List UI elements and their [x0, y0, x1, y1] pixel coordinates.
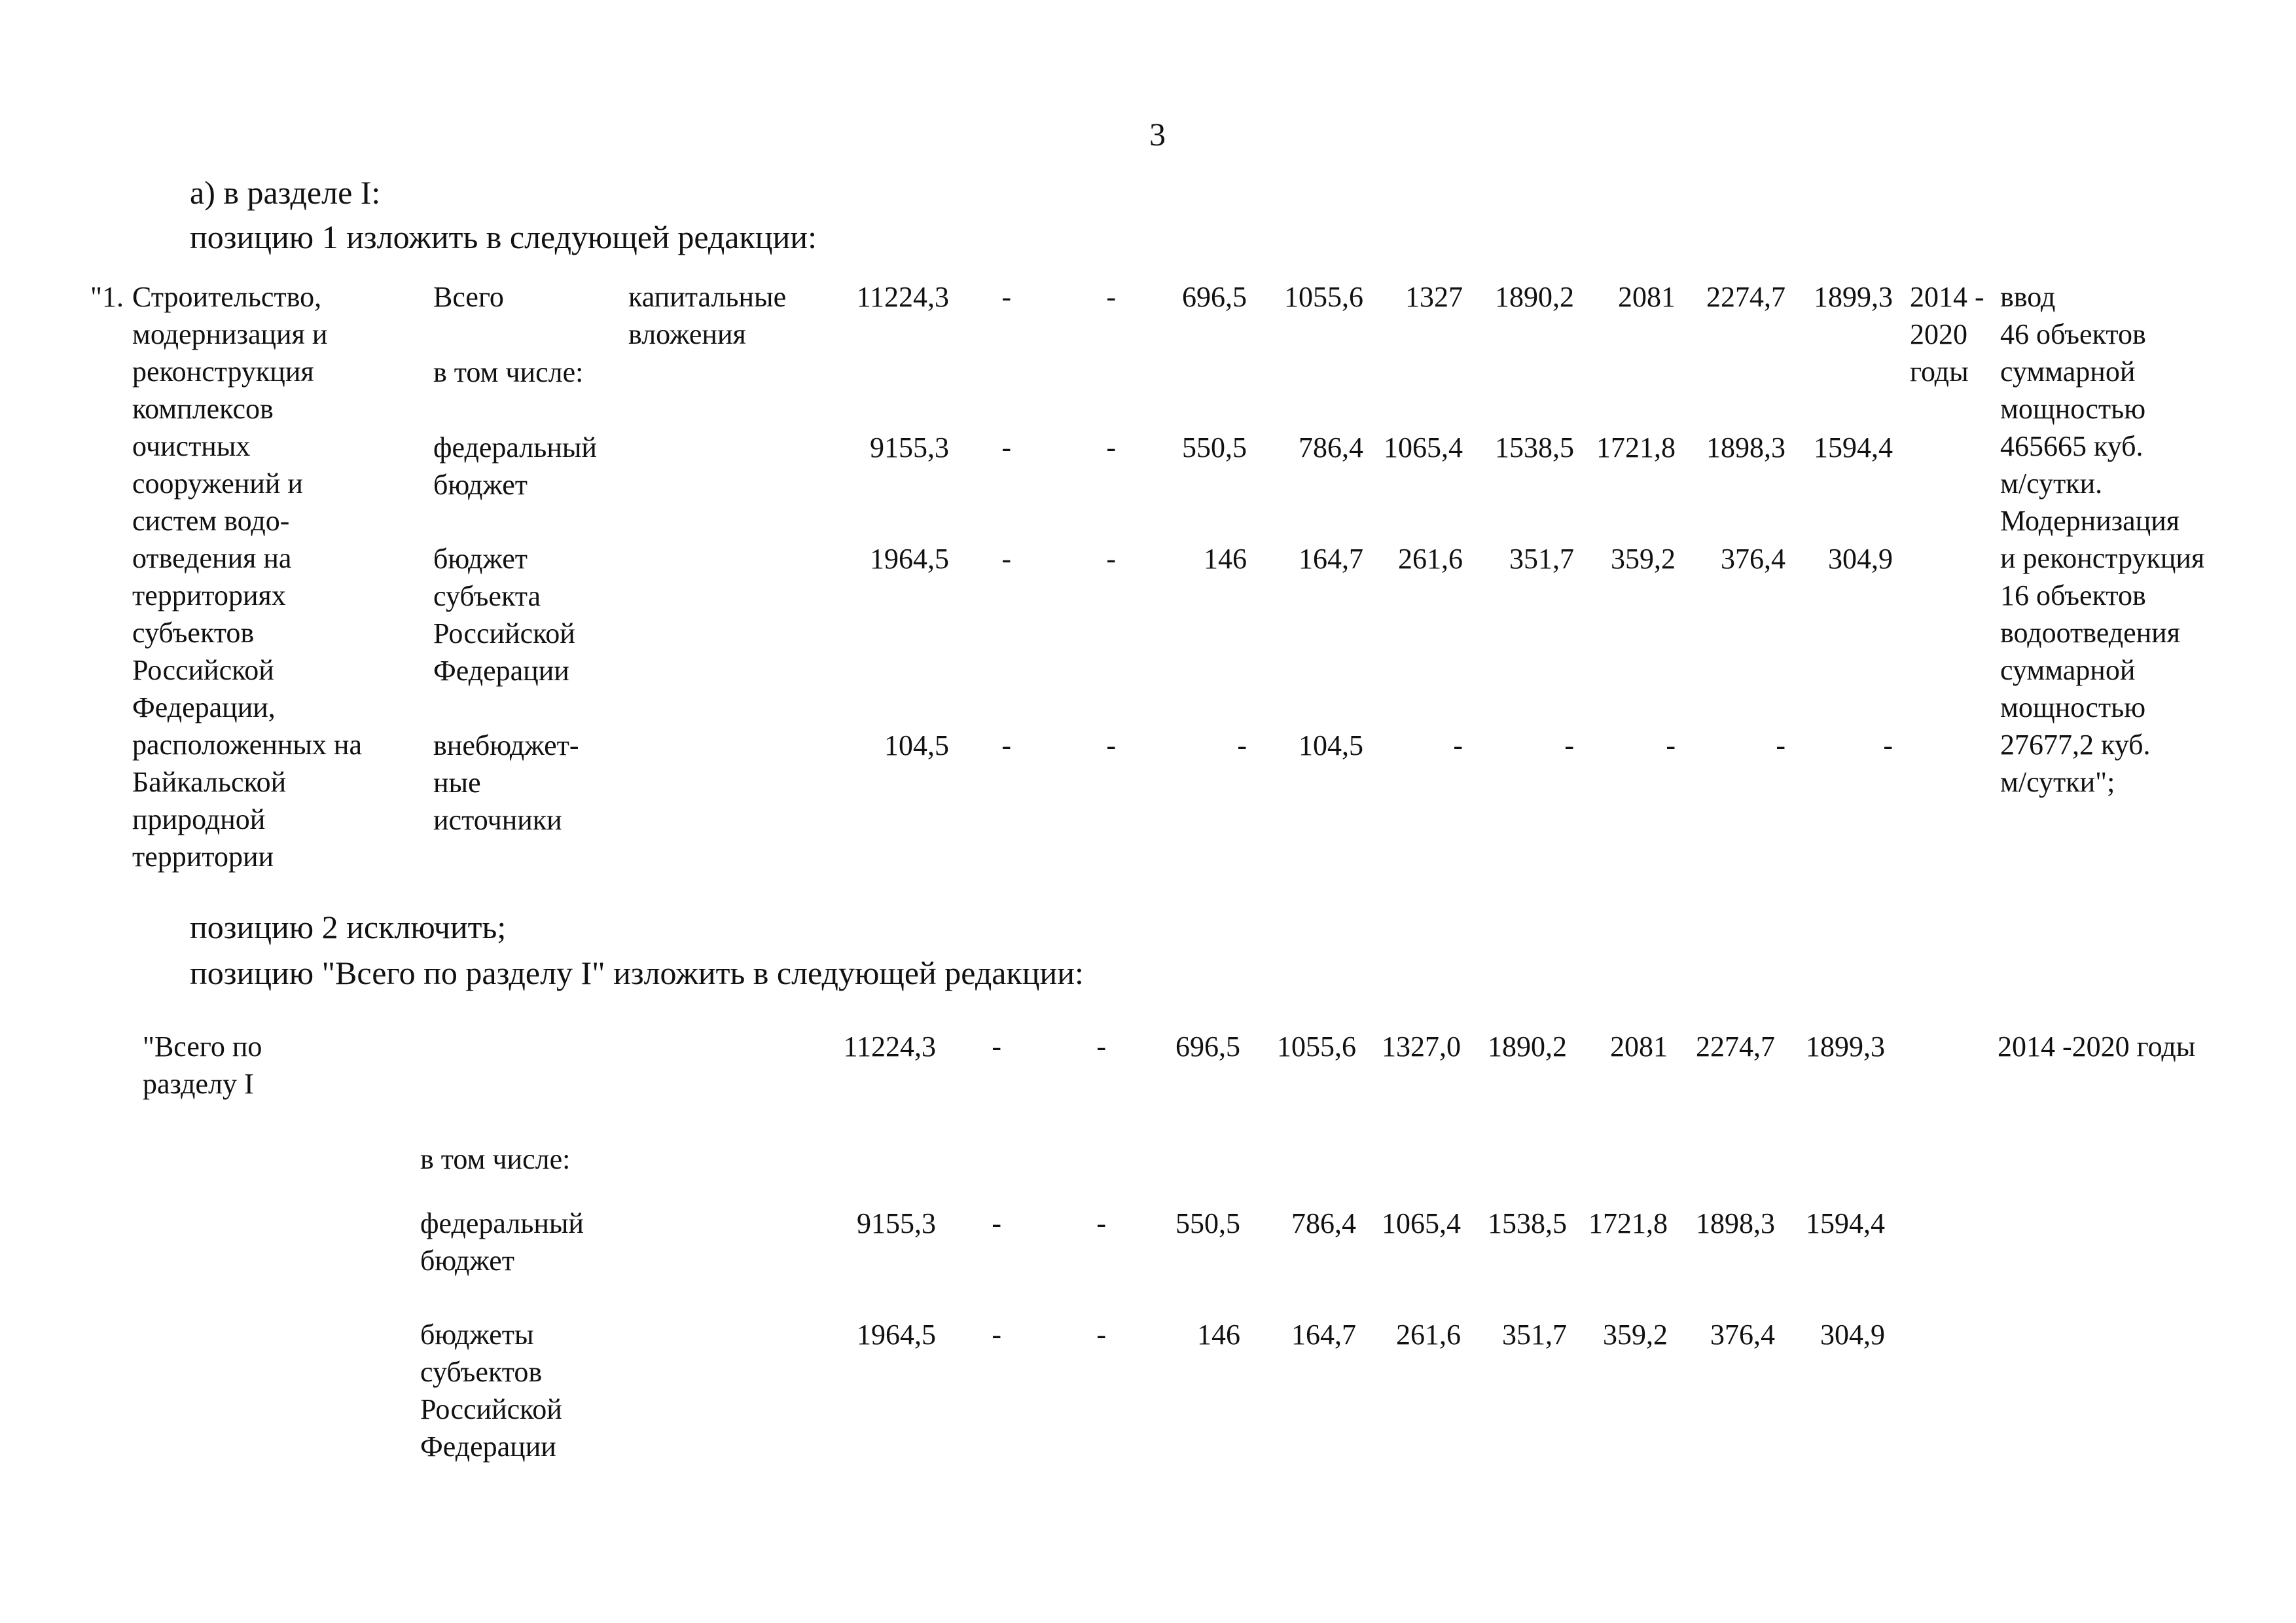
total-section-row-value: - — [992, 1319, 1001, 1351]
total-section-row-value: - — [1096, 1207, 1106, 1239]
position1-name-line: Федерации, — [132, 691, 276, 723]
position1-row-label: федеральный — [433, 431, 597, 464]
position1-name-line: реконструкция — [132, 356, 314, 388]
position1-name-line: очистных — [132, 430, 251, 462]
position1-name-line: Байкальской — [132, 766, 287, 798]
position1-row-value: 304,9 — [1828, 543, 1893, 575]
position1-row-value: - — [1001, 281, 1011, 313]
position1-row-value: 146 — [1204, 543, 1247, 575]
total-section-row-value: 1721,8 — [1588, 1207, 1668, 1239]
position1-name-line: комплексов — [132, 393, 274, 425]
position1-row-value: 104,5 — [884, 729, 949, 761]
position1-row-value: 1327 — [1405, 281, 1463, 313]
total-section-row-value: 9155,3 — [857, 1207, 936, 1239]
position1-result-line: м/сутки"; — [2000, 766, 2115, 798]
position1-name-line: Строительство, — [132, 281, 322, 313]
total-section-row-value: - — [1096, 1319, 1106, 1351]
total-section-row-value: 1594,4 — [1806, 1207, 1885, 1239]
total-section-row-value: 1964,5 — [857, 1319, 936, 1351]
position1-marker: "1. — [90, 281, 124, 313]
position1-row-value: 1964,5 — [870, 543, 949, 575]
position1-name-line: систем водо- — [132, 505, 290, 537]
total-section-row-value: 351,7 — [1502, 1319, 1567, 1351]
position1-row-label: Всего — [433, 281, 504, 313]
position1-incl-label: в том числе: — [433, 356, 584, 388]
middle-line-2: позицию "Всего по разделу I" изложить в следующей редакции: — [190, 955, 1084, 991]
total-section-row-value: 2274,7 — [1696, 1030, 1775, 1063]
position1-row-value: 1890,2 — [1495, 281, 1574, 313]
position1-row-value: 550,5 — [1182, 431, 1247, 464]
position1-row-value: - — [1106, 431, 1116, 464]
total-section-name-line: "Всего по — [143, 1030, 262, 1063]
position1-name-line: Российской — [132, 654, 274, 686]
position1-row-value: 1055,6 — [1284, 281, 1363, 313]
total-section-row-label: Федерации — [420, 1431, 556, 1463]
position1-row-value: - — [1106, 543, 1116, 575]
middle-line-1: позицию 2 исключить; — [190, 909, 507, 945]
position1-row-value: 11224,3 — [856, 281, 949, 313]
position1-result-line: 27677,2 куб. — [2000, 729, 2151, 761]
position1-kind-line: вложения — [628, 318, 746, 350]
total-section-row-value: - — [992, 1207, 1001, 1239]
position1-row-value: - — [1564, 729, 1574, 761]
intro-line-1: а) в разделе I: — [190, 174, 381, 211]
position1-row-value: - — [1776, 729, 1785, 761]
position1-name-line: отведения на — [132, 542, 292, 574]
position1-result-line: суммарной — [2000, 356, 2136, 388]
position1-row-value: 2081 — [1618, 281, 1676, 313]
total-section-row-value: 359,2 — [1603, 1319, 1668, 1351]
position1-name-line: территории — [132, 841, 274, 873]
total-section-row-value: 1538,5 — [1488, 1207, 1567, 1239]
total-section-row-value: - — [1096, 1030, 1106, 1063]
position1-kind-line: капитальные — [628, 281, 787, 313]
position1-result-line: и реконструкция — [2000, 542, 2205, 574]
position1-period-line: 2020 — [1910, 318, 1967, 350]
total-section-row-value: 1898,3 — [1696, 1207, 1775, 1239]
position1-row-value: 104,5 — [1299, 729, 1363, 761]
position1-row-value: 164,7 — [1299, 543, 1363, 575]
position1-row-value: - — [1106, 729, 1116, 761]
page-number: 3 — [1149, 116, 1166, 153]
total-section-row-label: федеральный — [420, 1207, 584, 1239]
position1-row-value: - — [1001, 543, 1011, 575]
position1-period-line: 2014 - — [1910, 281, 1984, 313]
position1-result-line: мощностью — [2000, 691, 2146, 723]
position1-name-line: сооружений и — [132, 467, 303, 500]
position1-result-line: м/сутки. — [2000, 467, 2103, 500]
position1-row-value: 1538,5 — [1495, 431, 1574, 464]
position1-name-line: модернизация и — [132, 318, 328, 350]
position1-name-line: субъектов — [132, 617, 255, 649]
position1-name-line: территориях — [132, 579, 286, 611]
total-section-row-value: - — [992, 1030, 1001, 1063]
total-section-row-value: 2081 — [1610, 1030, 1668, 1063]
position1-row-label: внебюджет- — [433, 729, 579, 761]
position1-row-label: Федерации — [433, 655, 569, 687]
total-section-row-value: 11224,3 — [843, 1030, 936, 1063]
total-section-period: 2014 -2020 годы — [1998, 1030, 2196, 1063]
position1-row-value: 1721,8 — [1596, 431, 1676, 464]
position1-row-value: - — [1237, 729, 1247, 761]
position1-name-line: природной — [132, 803, 266, 835]
total-section-name-line: разделу I — [143, 1068, 254, 1100]
total-section-incl-label: в том числе: — [420, 1143, 571, 1175]
total-section-row-label: субъектов — [420, 1356, 543, 1388]
total-section-row-value: 786,4 — [1291, 1207, 1356, 1239]
position1-row-value: 786,4 — [1299, 431, 1363, 464]
position1-row-value: - — [1666, 729, 1676, 761]
position1-result-line: 16 объектов — [2000, 579, 2146, 611]
position1-row-value: 1899,3 — [1814, 281, 1893, 313]
position1-row-value: 1898,3 — [1706, 431, 1785, 464]
position1-row-label: бюджет — [433, 543, 528, 575]
position1-row-label: Российской — [433, 617, 575, 649]
position1-result-line: 465665 куб. — [2000, 430, 2144, 462]
position1-row-value: 376,4 — [1721, 543, 1785, 575]
total-section-row-value: 1327,0 — [1382, 1030, 1461, 1063]
position1-row-value: 1065,4 — [1384, 431, 1463, 464]
total-section-row-value: 1065,4 — [1382, 1207, 1461, 1239]
total-section-row-value: 696,5 — [1175, 1030, 1240, 1063]
position1-row-value: - — [1001, 729, 1011, 761]
intro-line-2: позицию 1 изложить в следующей редакции: — [190, 219, 817, 255]
position1-result-line: 46 объектов — [2000, 318, 2146, 350]
position1-name-line: расположенных на — [132, 729, 362, 761]
position1-row-label: бюджет — [433, 469, 528, 501]
position1-row-value: 2274,7 — [1706, 281, 1785, 313]
total-section-row-value: 550,5 — [1175, 1207, 1240, 1239]
position1-result-line: Модернизация — [2000, 505, 2180, 537]
total-section-row-value: 1055,6 — [1277, 1030, 1356, 1063]
position1-row-value: 1594,4 — [1814, 431, 1893, 464]
position1-row-value: 351,7 — [1509, 543, 1574, 575]
total-section-row-label: Российской — [420, 1393, 562, 1425]
total-section-row-value: 261,6 — [1396, 1319, 1461, 1351]
position1-row-label: ные — [433, 767, 481, 799]
position1-result-line: суммарной — [2000, 654, 2136, 686]
total-section-row-value: 1899,3 — [1806, 1030, 1885, 1063]
total-section-row-value: 146 — [1197, 1319, 1240, 1351]
total-section-row-value: 1890,2 — [1488, 1030, 1567, 1063]
position1-row-value: - — [1106, 281, 1116, 313]
position1-row-value: 696,5 — [1182, 281, 1247, 313]
position1-row-value: 9155,3 — [870, 431, 949, 464]
total-section-row-value: 164,7 — [1291, 1319, 1356, 1351]
position1-row-value: - — [1453, 729, 1463, 761]
position1-result-line: ввод — [2000, 281, 2056, 313]
position1-period-line: годы — [1910, 356, 1969, 388]
total-section-row-label: бюджеты — [420, 1319, 534, 1351]
total-section-row-label: бюджет — [420, 1245, 514, 1277]
position1-row-label: источники — [433, 804, 562, 836]
position1-result-line: водоотведения — [2000, 617, 2180, 649]
position1-row-value: - — [1001, 431, 1011, 464]
position1-row-value: 359,2 — [1611, 543, 1676, 575]
total-section-row-value: 376,4 — [1710, 1319, 1775, 1351]
position1-result-line: мощностью — [2000, 393, 2146, 425]
total-section-row-value: 304,9 — [1820, 1319, 1885, 1351]
position1-row-value: 261,6 — [1398, 543, 1463, 575]
position1-row-value: - — [1883, 729, 1893, 761]
position1-row-label: субъекта — [433, 580, 541, 612]
